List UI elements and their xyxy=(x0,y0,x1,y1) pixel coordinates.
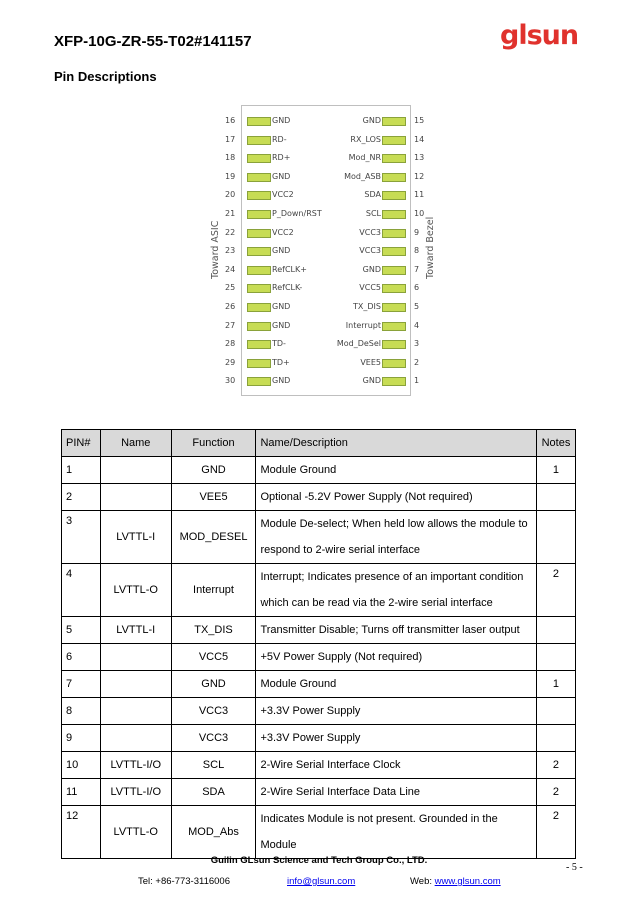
pin-pad xyxy=(247,154,271,163)
web-prefix: Web: xyxy=(410,876,435,887)
cell-notes xyxy=(536,484,575,511)
pin-number: 4 xyxy=(414,320,420,330)
cell-pin: 1 xyxy=(62,457,101,484)
cell-name xyxy=(100,725,171,752)
pin-diagram xyxy=(205,103,436,399)
pin-signal: SCL xyxy=(365,209,381,218)
pin-number: 14 xyxy=(414,134,425,144)
cell-name: LVTTL-I xyxy=(100,511,171,564)
cell-name xyxy=(100,644,171,671)
cell-notes: 2 xyxy=(536,779,575,806)
right-pin-row xyxy=(285,134,433,146)
right-pin-row xyxy=(285,375,433,387)
cell-function: SCL xyxy=(171,752,256,779)
pin-number: 5 xyxy=(414,302,420,311)
section-title: Pin Descriptions xyxy=(54,69,157,84)
cell-pin: 5 xyxy=(62,617,101,644)
pin-signal: TX_DIS xyxy=(353,302,381,311)
right-pin-row xyxy=(285,301,433,313)
pin-signal: RD+ xyxy=(272,153,291,163)
pin-pad xyxy=(247,173,271,182)
pin-pad xyxy=(382,191,406,200)
pin-pad xyxy=(247,322,271,331)
cell-name: LVTTL-O xyxy=(100,806,171,859)
footer-tel: Tel: +86-773-3116006 xyxy=(138,876,230,887)
pin-number: 15 xyxy=(414,116,425,125)
pin-signal: RD- xyxy=(272,134,287,144)
pin-table xyxy=(61,429,576,859)
cell-name xyxy=(100,671,171,698)
pin-pad xyxy=(382,322,406,331)
table-row xyxy=(62,806,576,859)
cell-description: 2-Wire Serial Interface Data Line xyxy=(256,779,537,806)
pin-pad xyxy=(247,117,271,126)
pin-signal: VEE5 xyxy=(360,357,381,367)
cell-pin: 10 xyxy=(62,752,101,779)
pin-signal: P_Down/RST xyxy=(272,209,322,218)
table-row xyxy=(62,617,576,644)
toward-asic-label: Toward ASIC xyxy=(210,220,221,279)
cell-function: GND xyxy=(171,457,256,484)
pin-table-body xyxy=(62,457,576,859)
pin-number: 10 xyxy=(414,209,425,218)
cell-name: LVTTL-I/O xyxy=(100,752,171,779)
right-pin-row xyxy=(285,115,433,127)
pin-pad xyxy=(382,340,406,349)
right-pin-row xyxy=(285,282,433,294)
cell-notes: 2 xyxy=(536,752,575,779)
pin-number: 11 xyxy=(414,190,425,200)
pin-signal: GND xyxy=(272,376,291,386)
pin-number: 12 xyxy=(414,171,425,181)
glsun-logo xyxy=(498,20,588,52)
right-pin-row xyxy=(285,208,433,220)
cell-description: Transmitter Disable; Turns off transmitter laser output xyxy=(256,617,537,644)
pin-number: 16 xyxy=(225,116,236,125)
pin-signal: GND xyxy=(272,320,291,330)
description-line-2: respond to 2-wire serial interface xyxy=(260,544,421,556)
pin-signal: Mod_NR xyxy=(348,153,381,163)
cell-pin: 2 xyxy=(62,484,101,511)
cell-pin: 9 xyxy=(62,725,101,752)
pin-signal: VCC3 xyxy=(359,227,381,237)
pin-pad xyxy=(382,266,406,275)
cell-notes: 1 xyxy=(536,457,575,484)
pin-pad xyxy=(382,284,406,293)
table-header-row xyxy=(62,430,576,457)
toward-bezel-label: Toward Bezel xyxy=(425,216,436,279)
pin-signal: VCC5 xyxy=(359,283,381,293)
cell-name xyxy=(100,484,171,511)
cell-pin: 6 xyxy=(62,644,101,671)
table-row xyxy=(62,779,576,806)
cell-description xyxy=(256,564,537,617)
pin-signal: Mod_ASB xyxy=(344,171,381,181)
pin-signal: Interrupt xyxy=(345,320,381,330)
pin-number: 26 xyxy=(225,302,236,311)
pin-number: 6 xyxy=(414,283,420,293)
cell-description xyxy=(256,511,537,564)
pin-pad xyxy=(382,359,406,368)
table-row xyxy=(62,752,576,779)
pin-pad xyxy=(382,117,406,126)
cell-description: +3.3V Power Supply xyxy=(256,725,537,752)
cell-function: VCC3 xyxy=(171,698,256,725)
cell-description: Module Ground xyxy=(256,457,537,484)
table-row xyxy=(62,644,576,671)
right-pin-row xyxy=(285,357,433,369)
table-row xyxy=(62,564,576,617)
page-number: - 5 - xyxy=(566,862,583,873)
cell-function: GND xyxy=(171,671,256,698)
right-pin-row xyxy=(285,171,433,183)
description-line-1: Interrupt; Indicates presence of an important condition xyxy=(260,571,524,583)
cell-name: LVTTL-O xyxy=(100,564,171,617)
table-row xyxy=(62,698,576,725)
pin-signal: VCC3 xyxy=(359,246,381,256)
cell-pin: 4 xyxy=(62,564,101,617)
email-link[interactable]: info@glsun.com xyxy=(287,876,356,887)
right-pin-row xyxy=(285,338,433,350)
svg-text:glsun: glsun xyxy=(500,20,579,51)
pin-pad xyxy=(382,377,406,386)
pin-number: 1 xyxy=(414,376,420,386)
pin-number: 30 xyxy=(225,376,236,386)
footer-email[interactable] xyxy=(287,876,355,887)
pin-number: 18 xyxy=(225,153,236,163)
pin-number: 29 xyxy=(225,357,236,367)
pin-signal: GND xyxy=(272,171,291,181)
pin-pad xyxy=(382,210,406,219)
table-row xyxy=(62,511,576,564)
pin-number: 2 xyxy=(414,357,420,367)
cell-pin: 7 xyxy=(62,671,101,698)
pin-number: 9 xyxy=(414,227,420,237)
cell-pin: 8 xyxy=(62,698,101,725)
web-link[interactable]: www.glsun.com xyxy=(434,876,501,887)
right-pin-row xyxy=(285,227,433,239)
pin-signal: GND xyxy=(362,264,381,274)
pin-number: 8 xyxy=(414,246,420,256)
cell-notes xyxy=(536,617,575,644)
pin-pad xyxy=(382,247,406,256)
pin-pad xyxy=(382,303,406,312)
pin-pad xyxy=(247,247,271,256)
cell-function: MOD_Abs xyxy=(171,806,256,859)
pin-pad xyxy=(382,229,406,238)
pin-number: 17 xyxy=(225,134,236,144)
cell-function: SDA xyxy=(171,779,256,806)
pin-number: 24 xyxy=(225,264,236,274)
table-row xyxy=(62,671,576,698)
pin-signal: RefCLK+ xyxy=(272,264,307,274)
header-function: Function xyxy=(171,430,256,457)
pin-number: 23 xyxy=(225,246,236,256)
cell-pin: 12 xyxy=(62,806,101,859)
table-row xyxy=(62,457,576,484)
cell-function: Interrupt xyxy=(171,564,256,617)
document-title: XFP-10G-ZR-55-T02#141157 xyxy=(54,33,252,50)
pin-pad xyxy=(247,191,271,200)
cell-notes: 2 xyxy=(536,806,575,859)
cell-name xyxy=(100,698,171,725)
description-line-1: Indicates Module is not present. Grounded in the xyxy=(260,813,498,825)
pin-number: 22 xyxy=(225,227,236,237)
cell-notes xyxy=(536,725,575,752)
header-name: Name xyxy=(100,430,171,457)
pin-pad xyxy=(247,210,271,219)
cell-function: MOD_DESEL xyxy=(171,511,256,564)
pin-pad xyxy=(247,229,271,238)
cell-notes xyxy=(536,511,575,564)
pin-pad xyxy=(382,136,406,145)
pin-number: 7 xyxy=(414,264,420,274)
cell-description: Optional -5.2V Power Supply (Not required) xyxy=(256,484,537,511)
pin-number: 13 xyxy=(414,153,425,163)
pin-signal: GND xyxy=(362,116,381,125)
pin-signal: GND xyxy=(272,302,291,311)
description-line-2: which can be read via the 2-wire serial interface xyxy=(260,597,493,609)
cell-notes: 1 xyxy=(536,671,575,698)
description-line-1: Module De-select; When held low allows the module to xyxy=(260,518,528,530)
header-notes: Notes xyxy=(536,430,575,457)
cell-description: Module Ground xyxy=(256,671,537,698)
pin-signal: SDA xyxy=(364,190,381,200)
pin-pad xyxy=(247,136,271,145)
cell-description: +5V Power Supply (Not required) xyxy=(256,644,537,671)
header-pin: PIN# xyxy=(62,430,101,457)
pin-number: 25 xyxy=(225,283,236,293)
pin-signal: RefCLK- xyxy=(272,283,303,293)
pin-pad xyxy=(247,359,271,368)
cell-function: VCC3 xyxy=(171,725,256,752)
pin-signal: VCC2 xyxy=(272,227,294,237)
pin-number: 20 xyxy=(225,190,236,200)
pin-pad xyxy=(247,284,271,293)
cell-notes xyxy=(536,644,575,671)
footer-company: Guilin GLsun Science and Tech Group Co., LTD. xyxy=(210,855,428,866)
pin-signal: VCC2 xyxy=(272,190,294,200)
cell-function: VEE5 xyxy=(171,484,256,511)
cell-function: TX_DIS xyxy=(171,617,256,644)
cell-notes: 2 xyxy=(536,564,575,617)
pin-pad xyxy=(247,340,271,349)
cell-notes xyxy=(536,698,575,725)
pin-signal: GND xyxy=(272,246,291,256)
pin-signal: GND xyxy=(362,376,381,386)
right-pin-row xyxy=(285,152,433,164)
footer-web[interactable] xyxy=(410,876,501,887)
pin-signal: RX_LOS xyxy=(350,134,381,144)
cell-function: VCC5 xyxy=(171,644,256,671)
right-pin-row xyxy=(285,189,433,201)
right-pin-row xyxy=(285,245,433,257)
cell-description xyxy=(256,806,537,859)
pin-pad xyxy=(247,377,271,386)
cell-name xyxy=(100,457,171,484)
pin-number: 3 xyxy=(414,339,420,349)
pin-pad xyxy=(382,154,406,163)
pin-pad xyxy=(247,266,271,275)
pin-number: 21 xyxy=(225,209,236,218)
cell-description: +3.3V Power Supply xyxy=(256,698,537,725)
pin-number: 28 xyxy=(225,339,236,349)
pin-signal: GND xyxy=(272,116,291,125)
description-line-2: Module xyxy=(260,839,297,851)
cell-description: 2-Wire Serial Interface Clock xyxy=(256,752,537,779)
table-row xyxy=(62,484,576,511)
pin-signal: Mod_DeSel xyxy=(336,339,381,349)
pin-signal: TD- xyxy=(272,339,286,349)
pin-number: 19 xyxy=(225,171,236,181)
right-pin-row xyxy=(285,320,433,332)
pin-pad xyxy=(382,173,406,182)
table-row xyxy=(62,725,576,752)
right-pin-row xyxy=(285,264,433,276)
pin-signal: TD+ xyxy=(272,357,290,367)
cell-name: LVTTL-I xyxy=(100,617,171,644)
header-description: Name/Description xyxy=(256,430,537,457)
cell-pin: 3 xyxy=(62,511,101,564)
cell-pin: 11 xyxy=(62,779,101,806)
cell-name: LVTTL-I/O xyxy=(100,779,171,806)
pin-pad xyxy=(247,303,271,312)
pin-number: 27 xyxy=(225,320,236,330)
